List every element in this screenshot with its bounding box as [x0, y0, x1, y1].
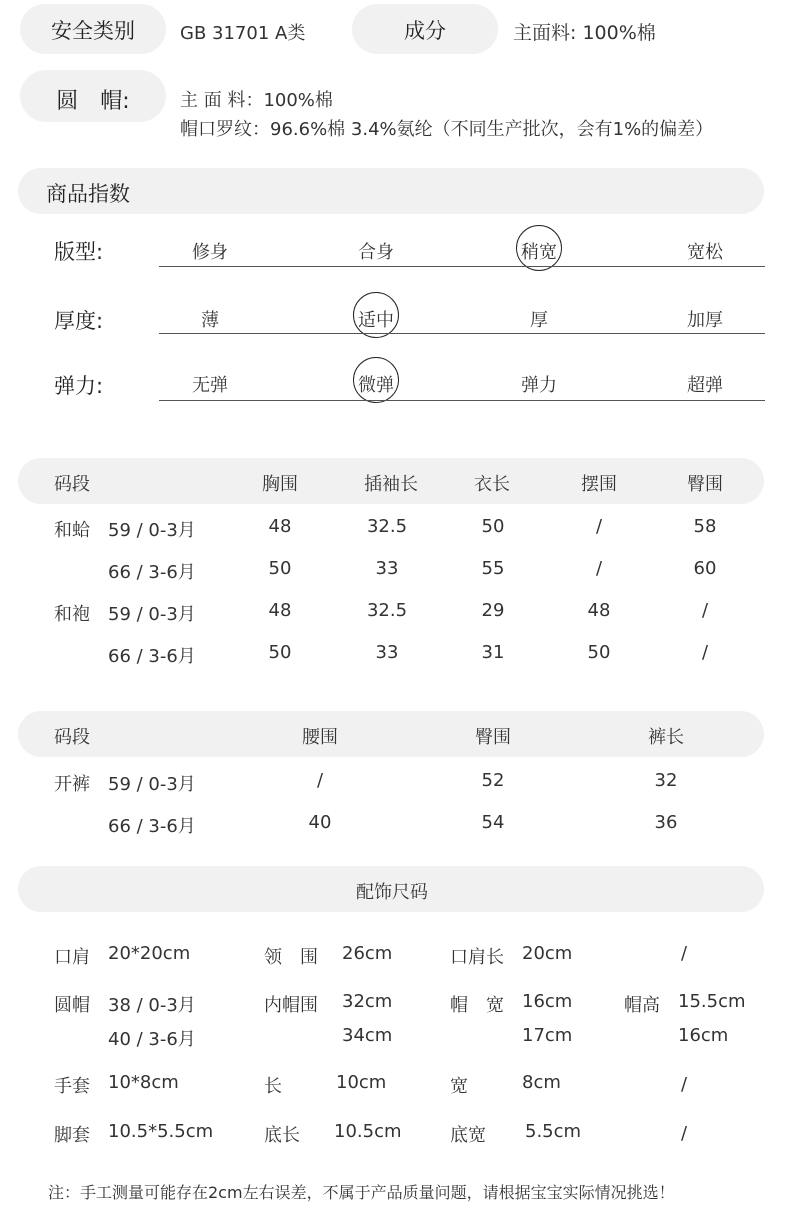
table-cell: 50 — [481, 516, 505, 537]
table-header-length: 衣长 — [474, 474, 510, 495]
table-header-hem: 摆围 — [581, 474, 617, 495]
accessory-measure-value: 34cm — [342, 1025, 393, 1046]
fit-option-relaxed: 稍宽 — [521, 242, 557, 263]
accessory-measure-value: 32cm — [342, 991, 393, 1012]
accessory-name: 口肩 — [54, 947, 90, 968]
accessory-measure-value: 26cm — [342, 943, 393, 964]
hat-label: 圆 帽: — [56, 89, 130, 114]
index-section-title: 商品指数 — [46, 182, 130, 206]
accessory-measure-value: 8cm — [522, 1072, 561, 1093]
accessory-size: 38 / 0-3月 — [108, 995, 196, 1016]
table-cell: 60 — [693, 558, 717, 579]
elasticity-option-super: 超弹 — [687, 375, 723, 396]
table-cell: 48 — [268, 516, 292, 537]
accessory-measure-value: 5.5cm — [525, 1121, 582, 1142]
fit-option-slim: 修身 — [192, 242, 228, 263]
accessory-measure-value: 10.5cm — [334, 1121, 402, 1142]
measurement-note: 注：手工测量可能存在2cm左右误差，不属于产品质量问题，请根据宝宝实际情况挑选！ — [48, 1183, 675, 1202]
elasticity-label: 弹力: — [54, 374, 104, 398]
table-row-size: 66 / 3-6月 — [108, 816, 196, 837]
table-row-size: 59 / 0-3月 — [108, 774, 196, 795]
table-cell: 50 — [268, 558, 292, 579]
fit-option-regular: 合身 — [358, 242, 394, 263]
table-cell: 54 — [481, 812, 505, 833]
table-header-waist: 腰围 — [302, 727, 338, 748]
thickness-label: 厚度: — [54, 309, 104, 333]
table-cell: 50 — [268, 642, 292, 663]
accessory-measure-value: / — [681, 1123, 688, 1144]
table-cell: 33 — [375, 558, 399, 579]
table-header-pants-length: 裤长 — [648, 727, 684, 748]
accessory-measure-value: 16cm — [678, 1025, 729, 1046]
table-row-group: 和袍 — [54, 604, 90, 625]
elasticity-option-slight: 微弹 — [358, 375, 394, 396]
hat-material-line1: 主 面 料：100%棉 — [180, 90, 333, 111]
table-row-size: 59 / 0-3月 — [108, 520, 196, 541]
table-header-hip: 臀围 — [687, 474, 723, 495]
table-cell: 36 — [654, 812, 678, 833]
accessory-measure-label: 内帽围 — [264, 995, 318, 1016]
thickness-option-thin: 薄 — [201, 310, 219, 331]
table-header-sleeve: 插袖长 — [364, 474, 418, 495]
table-cell: 29 — [481, 600, 505, 621]
table-cell: 33 — [375, 642, 399, 663]
thickness-option-extra-thick: 加厚 — [687, 310, 723, 331]
table-cell: / — [595, 558, 603, 579]
accessories-title: 配饰尺码 — [356, 882, 428, 903]
table-cell: 40 — [308, 812, 332, 833]
table-cell: 32.5 — [366, 516, 408, 537]
accessory-measure-label: 帽高 — [624, 995, 660, 1016]
accessory-size: 20*20cm — [108, 943, 191, 964]
thickness-option-medium: 适中 — [358, 310, 394, 331]
table-header-chest: 胸围 — [262, 474, 298, 495]
table-cell: 32 — [654, 770, 678, 791]
accessory-measure-value: 20cm — [522, 943, 573, 964]
table-header-size: 码段 — [54, 474, 90, 495]
accessory-name: 圆帽 — [54, 995, 90, 1016]
table-row-group: 开裤 — [54, 774, 90, 795]
elasticity-option-stretch: 弹力 — [521, 375, 557, 396]
accessory-name: 脚套 — [54, 1125, 90, 1146]
accessory-measure-value: 15.5cm — [678, 991, 746, 1012]
elasticity-scale-line — [159, 400, 765, 401]
accessory-name: 手套 — [54, 1076, 90, 1097]
accessory-size: 10*8cm — [108, 1072, 179, 1093]
table-cell: / — [316, 770, 324, 791]
accessory-measure-value: 17cm — [522, 1025, 573, 1046]
table-cell: 52 — [481, 770, 505, 791]
accessory-measure-value: 16cm — [522, 991, 573, 1012]
thickness-option-thick: 厚 — [530, 310, 548, 331]
fit-option-loose: 宽松 — [687, 242, 723, 263]
table-header-size: 码段 — [54, 727, 90, 748]
table-cell: / — [701, 600, 709, 621]
accessory-measure-label: 帽 宽 — [450, 995, 504, 1016]
composition-label: 成分 — [404, 19, 446, 43]
accessory-measure-label: 长 — [264, 1076, 282, 1097]
hat-material-line2: 帽口罗纹：96.6%棉 3.4%氨纶（不同生产批次，会有1%的偏差） — [180, 119, 714, 140]
table-row-size: 66 / 3-6月 — [108, 562, 196, 583]
safety-label: 安全类别 — [51, 19, 135, 43]
thickness-scale-line — [159, 333, 765, 334]
table-cell: 58 — [693, 516, 717, 537]
accessory-measure-label: 宽 — [450, 1076, 468, 1097]
table-cell: 55 — [481, 558, 505, 579]
elasticity-option-none: 无弹 — [192, 375, 228, 396]
table-cell: 48 — [587, 600, 611, 621]
accessory-measure-label: 底宽 — [450, 1125, 486, 1146]
accessory-measure-value: 10cm — [336, 1072, 387, 1093]
accessory-measure-label: 底长 — [264, 1125, 300, 1146]
accessory-size: 10.5*5.5cm — [108, 1121, 214, 1142]
safety-value: GB 31701 A类 — [180, 23, 306, 44]
table-cell: / — [701, 642, 709, 663]
fit-label: 版型: — [54, 240, 104, 264]
table-row-group: 和蛤 — [54, 520, 90, 541]
accessory-measure-value: / — [681, 1074, 688, 1095]
table-cell: / — [595, 516, 603, 537]
composition-value: 主面料: 100%棉 — [513, 22, 656, 44]
fit-scale-line — [159, 266, 765, 267]
table-cell: 50 — [587, 642, 611, 663]
accessory-measure-label: 口肩长 — [450, 947, 504, 968]
table-cell: 32.5 — [366, 600, 408, 621]
accessory-measure-value: / — [681, 943, 688, 964]
table-cell: 31 — [481, 642, 505, 663]
accessory-measure-label: 领 围 — [264, 947, 318, 968]
accessory-size: 40 / 3-6月 — [108, 1029, 196, 1050]
table-row-size: 59 / 0-3月 — [108, 604, 196, 625]
table-cell: 48 — [268, 600, 292, 621]
table-header-hip: 臀围 — [475, 727, 511, 748]
table-row-size: 66 / 3-6月 — [108, 646, 196, 667]
